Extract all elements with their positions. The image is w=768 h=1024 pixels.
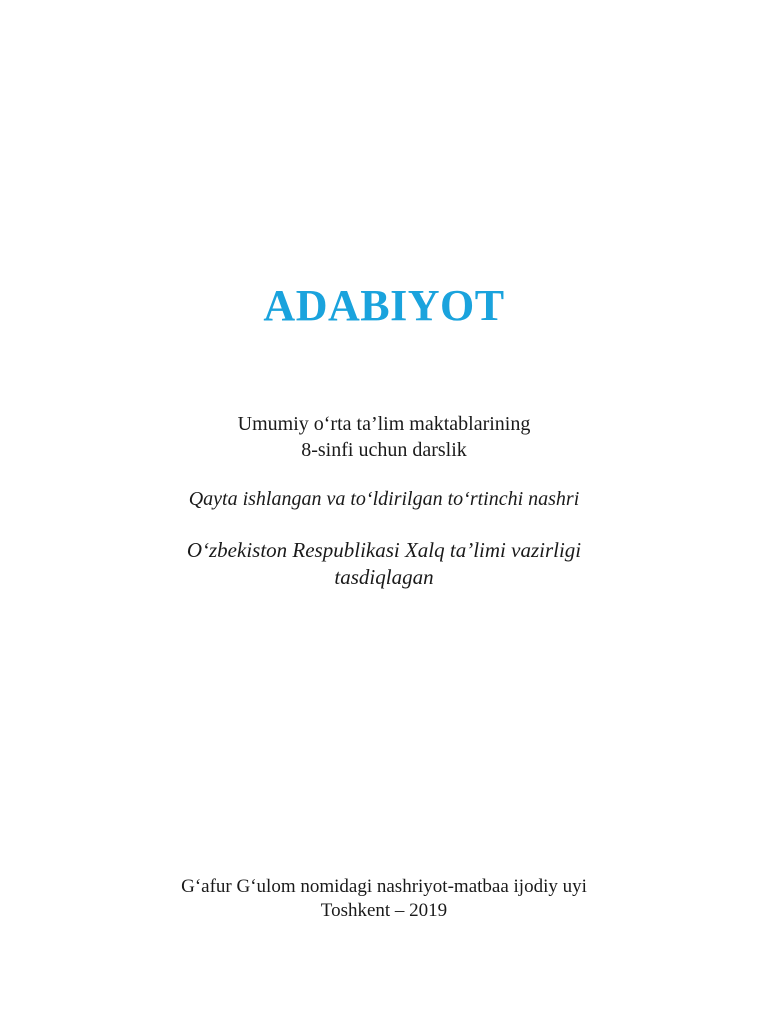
publisher-city-year: Toshkent – 2019: [320, 900, 448, 921]
publisher-name: G‘afur G‘ulom nomidagi nashriyot-matbaa ijodiy uyi: [181, 876, 587, 897]
subtitle-line-2: 8-sinfi uchun darslik: [301, 439, 467, 461]
approval-line-1: O‘zbekiston Respublikasi Xalq ta’limi vazirligi: [186, 538, 582, 562]
subtitle-line-1: Umumiy o‘rta ta’lim maktablarining: [237, 413, 531, 435]
book-title: ADABIYOT: [263, 281, 505, 330]
edition-note: Qayta ishlangan va to‘ldirilgan to‘rtinchi nashri: [188, 488, 580, 510]
approval-line-2: tasdiqlagan: [334, 565, 434, 589]
